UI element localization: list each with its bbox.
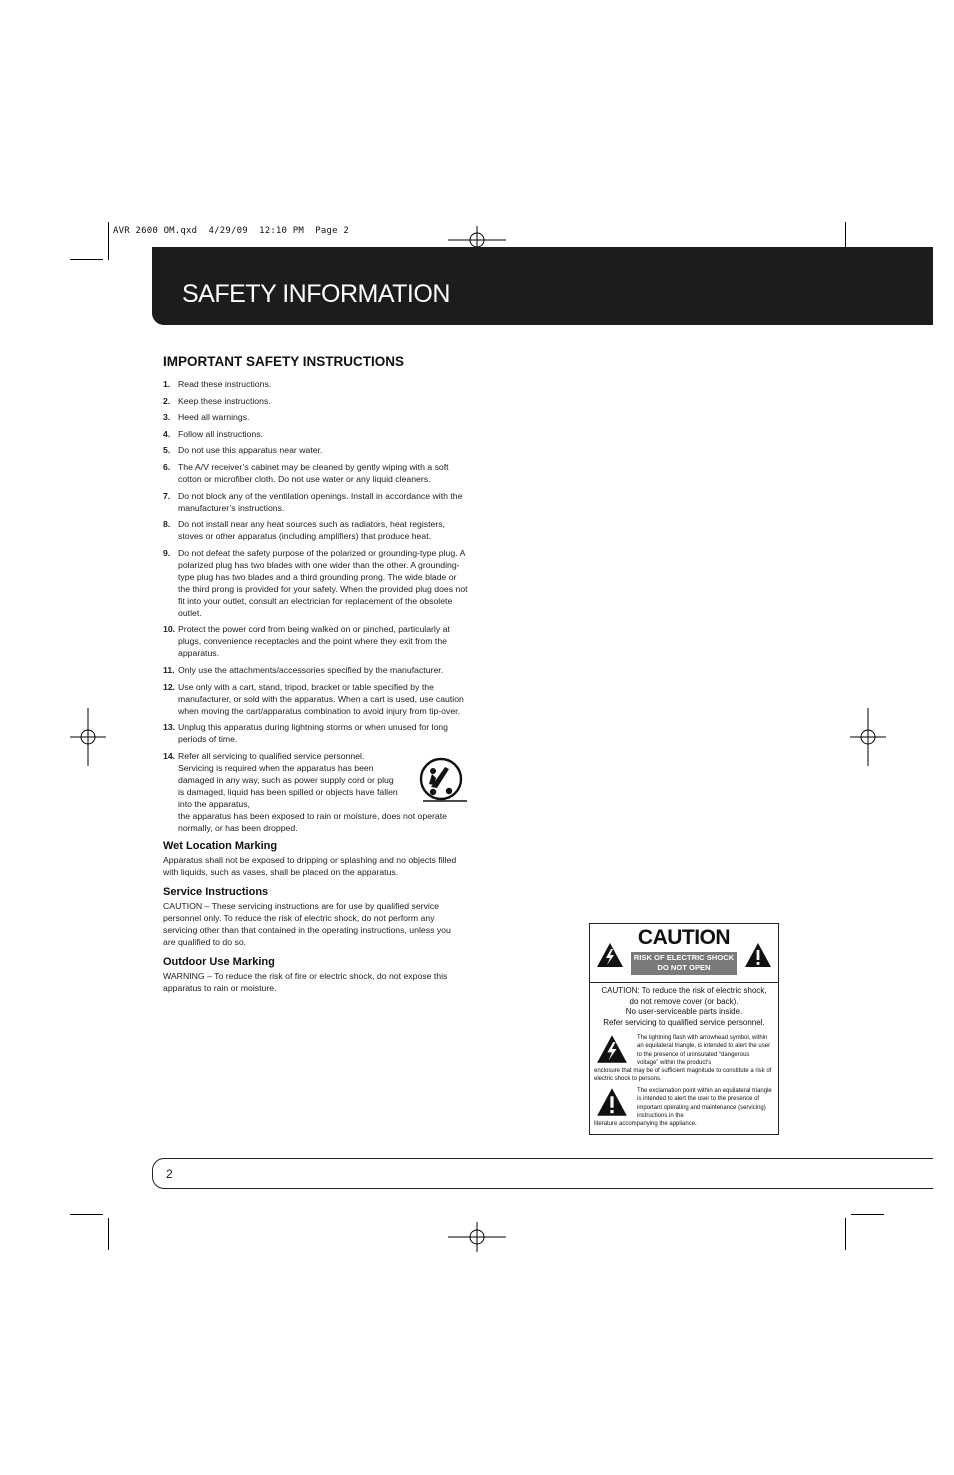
caution-label-header xyxy=(590,924,778,983)
caution-main-text: CAUTION: To reduce the risk of electric shock, do not remove cover (or back). No user-serviceable parts inside. Refer servicing to qualified service personnel. xyxy=(601,986,767,1027)
page-title: SAFETY INFORMATION xyxy=(182,280,450,308)
wet-location-text: Apparatus shall not be exposed to dripping or splashing and no objects filled with liquids, such as vases, shall be placed on the apparatus. xyxy=(163,855,457,877)
lightning-symbol-explanation: The lightning flash with arrowhead symbol, within an equilateral triangle, is intended to alert the user to the presence of uninsulated “dangerous voltage” within the product’s xyxy=(637,1035,771,1067)
exclamation-symbol-explanation-cont: literature accompanying the appliance. xyxy=(594,1121,697,1127)
registration-mark-right xyxy=(850,708,886,766)
exclamation-symbol-icon xyxy=(596,1087,628,1117)
list-item: 9. Do not defeat the safety purpose of the polarized or grounding-type plug. A polarized plug has two blades with one wider than the other. A grounding-type plug has two blades and a third grounding prong. The wide blade or the third prong is provided for your safety. When the provided plug does not fit into your outlet, consult an electrician for replacement of the obsolete outlet. xyxy=(163,547,468,618)
list-item: 10. Protect the power cord from being walked on or pinched, particularly at plugs, convenience receptacles and the point where they exit from the apparatus. xyxy=(163,624,450,659)
list-item: 8. Do not install near any heat sources such as radiators, heat registers, stoves or other apparatus (including amplifiers) that produce heat. xyxy=(163,519,446,542)
list-item: 12. Use only with a cart, stand, tripod, bracket or table specified by the manufacturer, or sold with the apparatus. When a cart is used, use caution when moving the cart/apparatus combination to avoid injury from tip-over. xyxy=(163,681,464,716)
page-number: 2 xyxy=(166,1167,173,1181)
caution-word: CAUTION xyxy=(637,926,731,949)
list-item: 11. Only use the attachments/accessories specified by the manufacturer. xyxy=(163,664,444,675)
section-title: IMPORTANT SAFETY INSTRUCTIONS xyxy=(163,354,405,369)
service-instructions-heading: Service Instructions xyxy=(163,886,269,898)
cart-tip-over-warning-icon xyxy=(419,757,467,805)
list-item: 2. Keep these instructions. xyxy=(163,395,271,406)
lightning-symbol-icon xyxy=(596,1034,628,1064)
caution-band: RISK OF ELECTRIC SHOCK DO NOT OPEN xyxy=(631,952,737,975)
list-item: 4. Follow all instructions. xyxy=(163,428,263,439)
list-item: 14. Refer all servicing to qualified service personnel. Servicing is required when the apparatus has been damaged in any way, such as power supply cord or plug is damaged, liquid has been spilled or objects have fallen into the apparatus, the apparatus has been exposed to rain or moisture, does not operate normally, or has been dropped. xyxy=(163,750,448,833)
exclamation-warning-icon xyxy=(744,942,772,968)
lightning-symbol-explanation-cont: enclosure that may be of sufficient magnitude to constitute a risk of electric shock to persons. xyxy=(594,1068,772,1083)
service-instructions-text: CAUTION – These servicing instructions are for use by qualified service personnel only. To reduce the risk of electric shock, do not perform any servicing other than that contained in the operating instructions, unless you are qualified to do so. xyxy=(163,901,451,947)
list-item: 7. Do not block any of the ventilation openings. Install in accordance with the manufacturer’s instructions. xyxy=(163,490,463,513)
list-item: 5. Do not use this apparatus near water. xyxy=(163,445,323,456)
caution-label xyxy=(589,923,779,1135)
outdoor-use-text: WARNING – To reduce the risk of fire or electric shock, do not expose this apparatus to rain or moisture. xyxy=(163,971,448,993)
registration-mark-left xyxy=(70,708,106,766)
exclamation-symbol-explanation: The exclamation point within an equilateral triangle is intended to alert the user to the presence of important operating and maintenance (servicing) instructions in the xyxy=(637,1088,772,1120)
wet-location-heading: Wet Location Marking xyxy=(163,840,278,852)
list-item: 3. Heed all warnings. xyxy=(163,412,250,423)
outdoor-use-heading: Outdoor Use Marking xyxy=(163,956,275,968)
list-item: 1. Read these instructions. xyxy=(163,379,272,389)
registration-mark-bottom xyxy=(448,1222,506,1252)
print-slug: AVR 2600 OM.qxd 4/29/09 12:10 PM Page 2 xyxy=(113,226,349,236)
list-item: 13. Unplug this apparatus during lightning storms or when unused for long periods of time. xyxy=(163,722,448,745)
lightning-warning-icon xyxy=(596,942,624,968)
footer-bar xyxy=(152,1158,933,1189)
list-item: 6. The A/V receiver’s cabinet may be cleaned by gently wiping with a soft cotton or microfiber cloth. Do not use water or any liquid cleaners. xyxy=(163,461,449,484)
